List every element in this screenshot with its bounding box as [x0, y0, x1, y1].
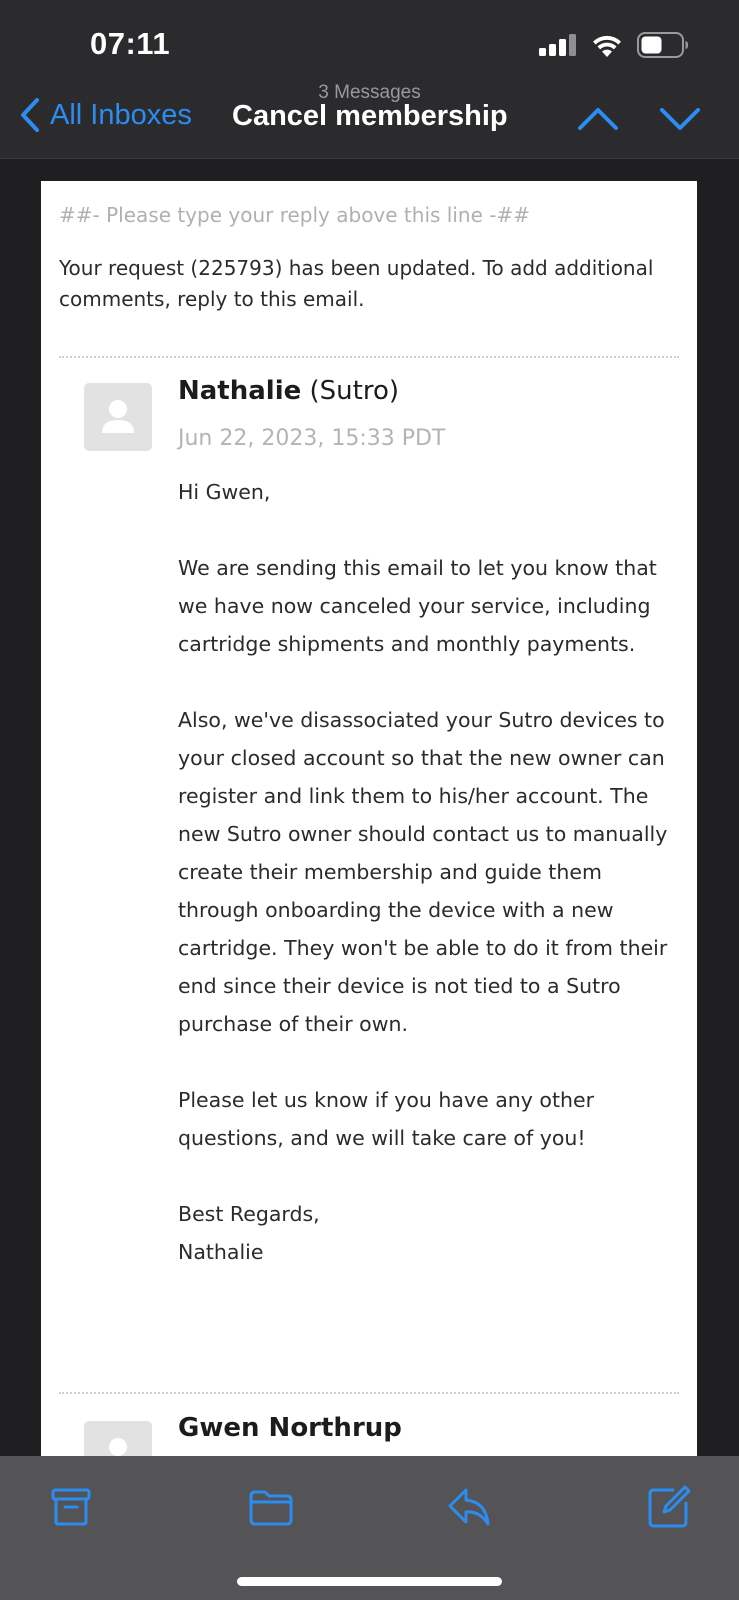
avatar [84, 383, 152, 451]
wifi-icon [591, 33, 623, 57]
person-placeholder-icon [84, 383, 152, 451]
reply-icon[interactable] [446, 1484, 492, 1530]
body-paragraph: Please let us know if you have any other questions, and we will take care of you! [178, 1088, 595, 1150]
comment-divider [59, 1392, 679, 1394]
compose-icon[interactable] [646, 1484, 692, 1530]
comment-body [178, 473, 683, 1271]
body-paragraph: Also, we've disassociated your Sutro devices to your closed account so that the new owner can register and link them to his/her account. The new Sutro owner should contact us to manually create their membership and guide them through onboarding the device with a new cartridge. They won't be able to do it from their end since their device is not tied to a Sutro purchase of their own. [178, 708, 668, 1036]
comment-author [178, 376, 399, 406]
archive-icon[interactable] [48, 1484, 94, 1530]
next-message-button[interactable] [658, 98, 702, 138]
cellular-signal-icon [539, 34, 577, 56]
status-bar [0, 0, 739, 85]
author-organization: (Sutro) [309, 376, 400, 406]
back-button[interactable] [20, 98, 192, 132]
signoff: Best Regards, [178, 1202, 320, 1226]
request-update-note: Your request (225793) has been updated. To add additional comments, reply to this email. [59, 256, 654, 311]
previous-message-button[interactable] [576, 98, 620, 138]
thread-message-count: 3 Messages [318, 82, 421, 103]
greeting: Hi Gwen, [178, 480, 271, 504]
reply-separator-line: ##- Please type your reply above this line -## [59, 203, 530, 227]
body-paragraph: We are sending this email to let you know that we have now canceled your service, including cartridge shipments and monthly payments. [178, 556, 657, 656]
navigation-bar [0, 80, 739, 159]
thread-title: Cancel membership [232, 100, 508, 132]
author-name: Gwen Northrup [178, 1413, 402, 1443]
battery-icon [637, 32, 689, 58]
status-icons [539, 30, 689, 60]
home-indicator[interactable] [237, 1577, 502, 1586]
signature: Nathalie [178, 1240, 264, 1264]
comment-timestamp: Jun 22, 2023, 15:33 PDT [178, 426, 446, 451]
back-button-label: All Inboxes [50, 98, 192, 131]
message-body-card [41, 181, 697, 1456]
chevron-left-icon [20, 98, 40, 132]
author-name: Nathalie [178, 376, 302, 406]
comment-author [178, 1413, 402, 1443]
status-time: 07:11 [90, 26, 171, 61]
folder-icon[interactable] [248, 1484, 294, 1530]
comment-divider [59, 356, 679, 358]
